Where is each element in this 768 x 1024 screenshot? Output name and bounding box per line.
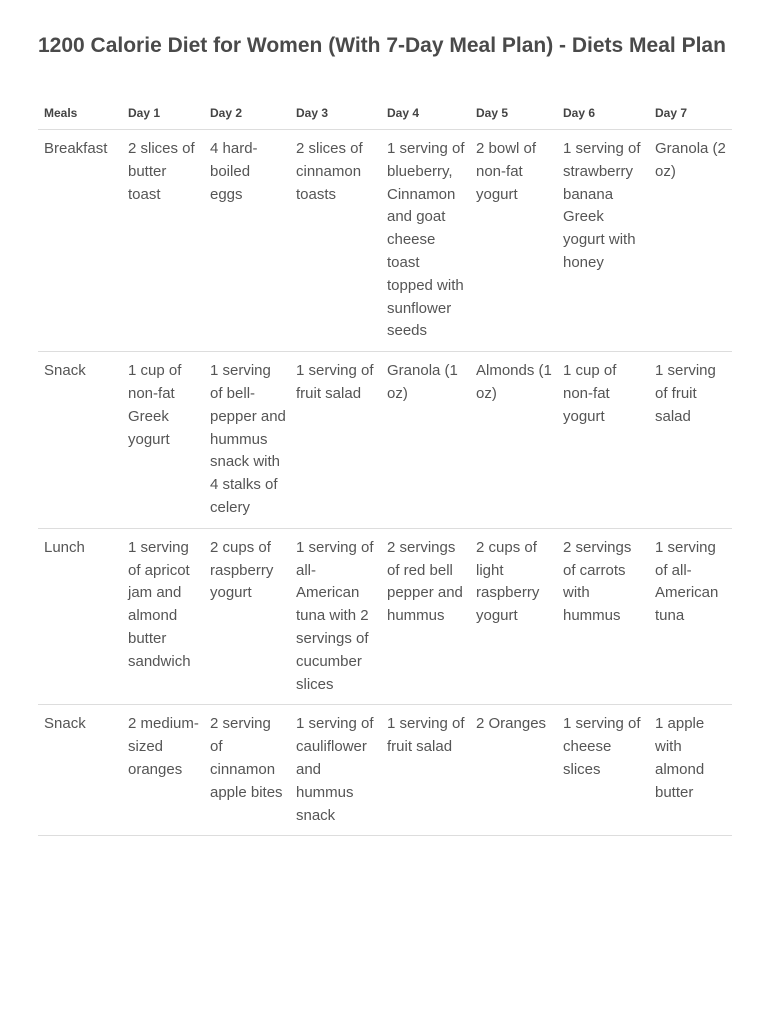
table-cell: 1 serving of cauliflower and hummus snack xyxy=(290,705,381,836)
table-cell: 1 serving of fruit salad xyxy=(381,705,470,836)
table-cell: 1 serving of blueberry, Cinnamon and goat cheese toast topped with sunflower seeds xyxy=(381,130,470,352)
table-cell: 2 servings of red bell pepper and hummus xyxy=(381,528,470,705)
meal-label: Breakfast xyxy=(38,130,122,352)
page-title: 1200 Calorie Diet for Women (With 7-Day Meal Plan) - Diets Meal Plan xyxy=(38,34,726,57)
header-day-5: Day 5 xyxy=(470,96,557,130)
table-cell: 2 servings of carrots with hummus xyxy=(557,528,649,705)
header-day-1: Day 1 xyxy=(122,96,204,130)
table-cell: 1 serving of fruit salad xyxy=(290,352,381,529)
table-cell: Granola (2 oz) xyxy=(649,130,732,352)
table-cell: 1 serving of cheese slices xyxy=(557,705,649,836)
table-cell: Almonds (1 oz) xyxy=(470,352,557,529)
table-cell: 4 hard-boiled eggs xyxy=(204,130,290,352)
table-cell: 2 serving of cinnamon apple bites xyxy=(204,705,290,836)
table-cell: 1 serving of bell-pepper and hummus snack with 4 stalks of celery xyxy=(204,352,290,529)
table-cell: 1 serving of fruit salad xyxy=(649,352,732,529)
table-row xyxy=(38,705,732,836)
table-row xyxy=(38,130,732,352)
header-day-4: Day 4 xyxy=(381,96,470,130)
table-cell: 2 slices of butter toast xyxy=(122,130,204,352)
header-day-7: Day 7 xyxy=(649,96,732,130)
meal-label: Lunch xyxy=(38,528,122,705)
table-cell: 1 serving of strawberry banana Greek yogurt with honey xyxy=(557,130,649,352)
meal-label: Snack xyxy=(38,352,122,529)
table-cell: 2 bowl of non-fat yogurt xyxy=(470,130,557,352)
table-cell: 1 apple with almond butter xyxy=(649,705,732,836)
meal-plan-table xyxy=(38,96,732,836)
table-cell: 1 serving of all-American tuna with 2 servings of cucumber slices xyxy=(290,528,381,705)
table-cell: Granola (1 oz) xyxy=(381,352,470,529)
table-cell: 2 Oranges xyxy=(470,705,557,836)
table-row xyxy=(38,528,732,705)
table-cell: 1 cup of non-fat yogurt xyxy=(557,352,649,529)
table-cell: 2 slices of cinnamon toasts xyxy=(290,130,381,352)
header-day-6: Day 6 xyxy=(557,96,649,130)
header-meals: Meals xyxy=(38,96,122,130)
table-cell: 1 serving of all-American tuna xyxy=(649,528,732,705)
table-cell: 2 cups of light raspberry yogurt xyxy=(470,528,557,705)
header-day-3: Day 3 xyxy=(290,96,381,130)
table-cell: 1 serving of apricot jam and almond butter sandwich xyxy=(122,528,204,705)
table-cell: 1 cup of non-fat Greek yogurt xyxy=(122,352,204,529)
table-header-row xyxy=(38,96,732,130)
header-day-2: Day 2 xyxy=(204,96,290,130)
table-cell: 2 cups of raspberry yogurt xyxy=(204,528,290,705)
table-row xyxy=(38,352,732,529)
meal-label: Snack xyxy=(38,705,122,836)
table-cell: 2 medium-sized oranges xyxy=(122,705,204,836)
